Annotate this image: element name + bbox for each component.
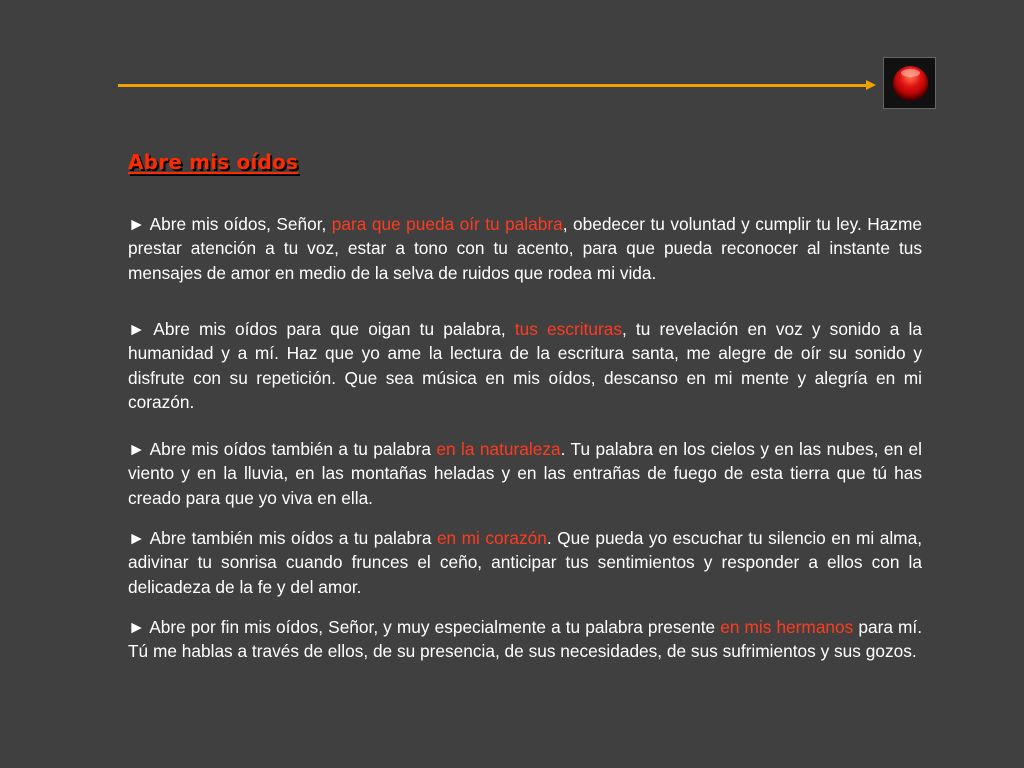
paragraph-text: , tu revelación en voz y sonido a la humanidad y a mí. Haz que yo ame la lectura de la escritura santa, me alegre de oír su sonido y disfrute con su repetición. Que sea música en mis oídos, descanso en mi mente y alegría en mi corazón.: [128, 319, 922, 412]
next-slide-button[interactable]: [883, 57, 936, 109]
paragraph-text: ► Abre también mis oídos a tu palabra: [128, 528, 437, 548]
slide-title: Abre mis oídos: [128, 150, 299, 174]
paragraph-text: ► Abre mis oídos para que oigan tu palabra,: [128, 319, 515, 339]
paragraph-text: ► Abre mis oídos, Señor,: [128, 214, 332, 234]
paragraph-text: . Tu palabra en los cielos y en las nubes, en el viento y en la lluvia, en las montañas heladas y en las entrañas de fuego de esta tierra que tú has creado para que yo viva en ella.: [128, 439, 922, 508]
arrow-head: [866, 80, 876, 90]
highlighted-phrase: tus escrituras: [514, 319, 622, 339]
arrow-line: [118, 84, 870, 87]
paragraph-text: ► Abre mis oídos también a tu palabra: [128, 439, 437, 459]
paragraph-2: [128, 317, 922, 414]
paragraph-4: [128, 526, 922, 599]
paragraph-1: [128, 212, 922, 285]
paragraph-text: , obedecer tu voluntad y cumplir tu ley. Hazme prestar atención a tu voz, estar a tono con tu acento, para que pueda reconocer al instante tus mensajes de amor en medio de la selva de ruidos que rodea mi vida.: [128, 214, 922, 283]
paragraph-text: . Que pueda yo escuchar tu silencio en mi alma, adivinar tu sonrisa cuando frunces el ceño, anticipar tus sentimientos y responder a ellos con la delicadeza de la fe y del amor.: [128, 528, 922, 597]
highlighted-phrase: en mi corazón: [436, 528, 547, 548]
paragraph-5: [128, 615, 922, 664]
highlighted-phrase: en mis hermanos: [720, 617, 854, 637]
highlighted-phrase: para que pueda oír tu palabra: [331, 214, 563, 234]
paragraph-text: para mí. Tú me hablas a través de ellos, de su presencia, de sus necesidades, de sus sufrimientos y sus gozos.: [128, 617, 922, 662]
paragraph-3: [128, 437, 922, 510]
paragraph-text: ► Abre por fin mis oídos, Señor, y muy especialmente a tu palabra presente: [128, 617, 721, 637]
red-orb-button-icon: [893, 66, 928, 101]
highlighted-phrase: en la naturaleza: [436, 439, 561, 459]
